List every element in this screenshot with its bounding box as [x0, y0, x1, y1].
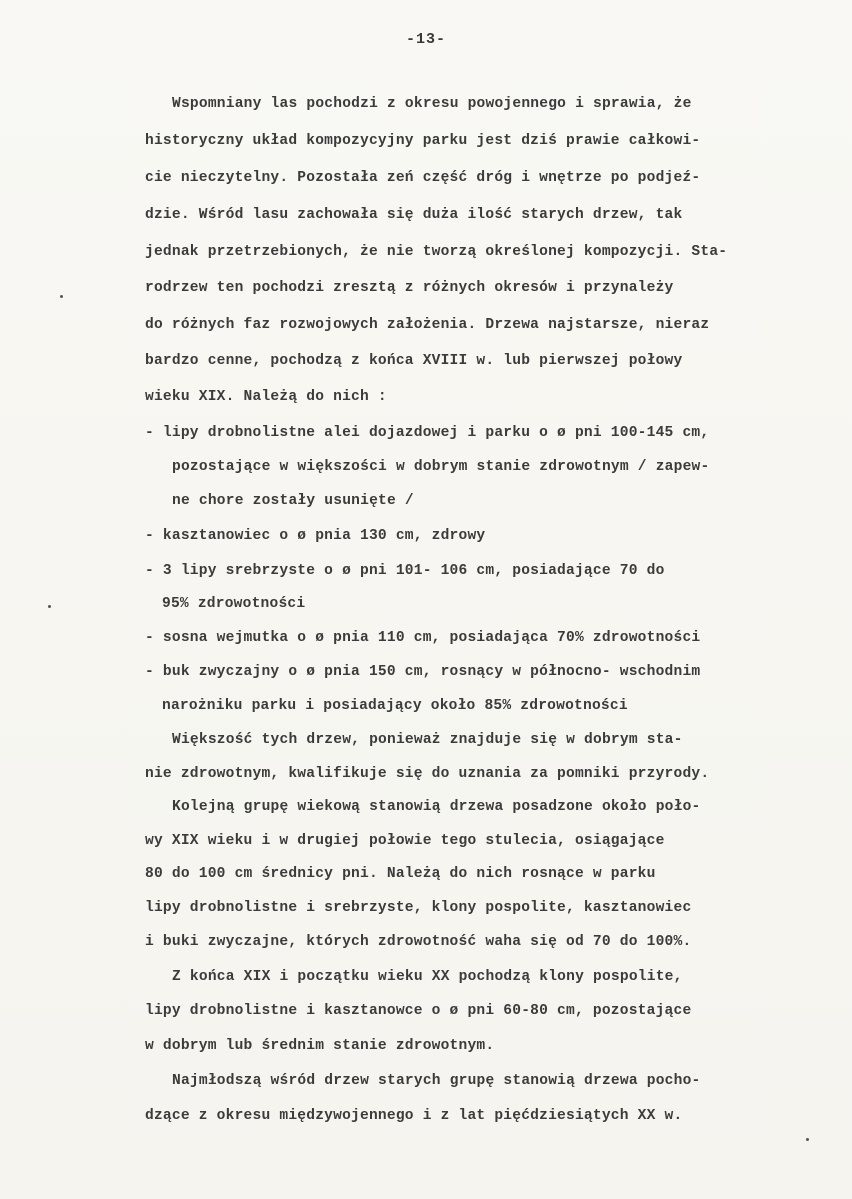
text-line: Najmłodszą wśród drzew starych grupę stanowią drzewa pocho-	[172, 1073, 701, 1089]
text-line: w dobrym lub średnim stanie zdrowotnym.	[145, 1038, 495, 1054]
text-line: cie nieczytelny. Pozostała zeń część dróg i wnętrze po podjeź-	[145, 170, 701, 186]
text-line: Z końca XIX i początku wieku XX pochodzą klony pospolite,	[172, 969, 683, 985]
margin-mark	[60, 295, 63, 298]
text-line: lipy drobnolistne i kasztanowce o ø pni 60-80 cm, pozostające	[145, 1003, 692, 1019]
text-line: dzące z okresu międzywojennego i z lat pięćdziesiątych XX w.	[145, 1108, 683, 1124]
text-line: Większość tych drzew, ponieważ znajduje się w dobrym sta-	[172, 732, 683, 748]
list-item: - sosna wejmutka o ø pnia 110 cm, posiadająca 70% zdrowotności	[145, 630, 701, 646]
text-line: bardzo cenne, pochodzą z końca XVIII w. lub pierwszej połowy	[145, 353, 683, 369]
list-item: - 3 lipy srebrzyste o ø pni 101- 106 cm, posiadające 70 do	[145, 563, 665, 579]
text-line: historyczny układ kompozycyjny parku jest dziś prawie całkowi-	[145, 133, 701, 149]
text-line: do różnych faz rozwojowych założenia. Drzewa najstarsze, nieraz	[145, 317, 710, 333]
margin-mark	[806, 1138, 809, 1141]
text-line: wieku XIX. Należą do nich :	[145, 389, 387, 405]
list-item: - lipy drobnolistne alei dojazdowej i parku o ø pni 100-145 cm,	[145, 425, 710, 441]
text-line: lipy drobnolistne i srebrzyste, klony pospolite, kasztanowiec	[145, 900, 692, 916]
text-line: pozostające w większości w dobrym stanie zdrowotnym / zapew-	[172, 459, 710, 475]
text-line: jednak przetrzebionych, że nie tworzą określonej kompozycji. Sta-	[145, 244, 728, 260]
page-number: -13-	[405, 31, 446, 48]
text-line: Kolejną grupę wiekową stanowią drzewa posadzone około poło-	[172, 799, 701, 815]
list-item: - buk zwyczajny o ø pnia 150 cm, rosnący w północno- wschodnim	[145, 664, 701, 680]
list-item: - kasztanowiec o ø pnia 130 cm, zdrowy	[145, 528, 486, 544]
text-line: rodrzew ten pochodzi zresztą z różnych okresów i przynależy	[145, 280, 674, 296]
text-line: ne chore zostały usunięte /	[172, 493, 414, 509]
text-line: wy XIX wieku i w drugiej połowie tego stulecia, osiągające	[145, 833, 665, 849]
text-line: nie zdrowotnym, kwalifikuje się do uznania za pomniki przyrody.	[145, 766, 710, 782]
margin-mark	[48, 605, 51, 608]
text-line: 80 do 100 cm średnicy pni. Należą do nich rosnące w parku	[145, 866, 656, 882]
text-line: dzie. Wśród lasu zachowała się duża ilość starych drzew, tak	[145, 207, 683, 223]
text-line: narożniku parku i posiadający około 85% zdrowotności	[162, 698, 628, 714]
text-line: Wspomniany las pochodzi z okresu powojennego i sprawia, że	[172, 96, 692, 112]
text-line: 95% zdrowotności	[162, 596, 306, 612]
text-line: i buki zwyczajne, których zdrowotność waha się od 70 do 100%.	[145, 934, 692, 950]
